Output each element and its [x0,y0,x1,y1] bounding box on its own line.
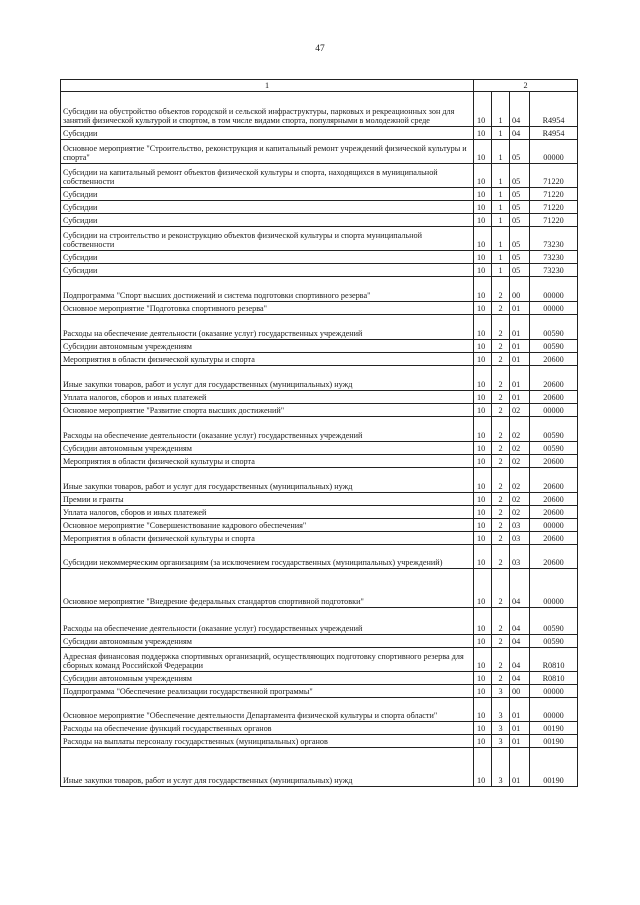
row-name-cell: Уплата налогов, сборов и иных платежей [61,506,474,519]
row-code-2-cell: 2 [492,391,510,404]
table-row [61,748,578,787]
row-code-4-cell: 73230 [530,264,578,277]
table-row [61,468,578,493]
row-code-2-cell: 2 [492,353,510,366]
row-code-2-cell: 2 [492,519,510,532]
row-name-cell: Субсидии [61,188,474,201]
row-code-3-cell: 03 [510,545,530,569]
row-name-cell: Иные закупки товаров, работ и услуг для государственных (муниципальных) нужд [61,366,474,391]
row-code-2-cell: 2 [492,468,510,493]
row-code-3-cell: 05 [510,164,530,188]
row-code-2-cell: 2 [492,648,510,672]
row-name-cell: Мероприятия в области физической культуры и спорта [61,532,474,545]
table-row [61,648,578,672]
row-code-3-cell: 02 [510,468,530,493]
row-name-cell: Расходы на обеспечение деятельности (оказание услуг) государственных учреждений [61,608,474,635]
table-row [61,685,578,698]
row-code-3-cell: 05 [510,251,530,264]
row-code-2-cell: 2 [492,455,510,468]
row-code-3-cell: 04 [510,648,530,672]
table-row [61,391,578,404]
table-row [61,188,578,201]
row-code-4-cell: 00590 [530,635,578,648]
row-code-1-cell: 10 [474,698,492,722]
table-row [61,532,578,545]
row-name-cell: Премии и гранты [61,493,474,506]
row-code-2-cell: 2 [492,315,510,340]
row-code-4-cell: 20600 [530,455,578,468]
table-row [61,545,578,569]
row-code-1-cell: 10 [474,214,492,227]
row-code-1-cell: 10 [474,164,492,188]
row-code-1-cell: 10 [474,685,492,698]
row-code-4-cell: 00590 [530,340,578,353]
row-name-cell: Основное мероприятие "Обеспечение деятельности Департамента физической культуры и спорта области" [61,698,474,722]
table-row [61,353,578,366]
row-code-3-cell: 02 [510,493,530,506]
row-code-2-cell: 2 [492,635,510,648]
row-name-cell: Подпрограмма "Спорт высших достижений и система подготовки спортивного резерва" [61,277,474,302]
row-code-2-cell: 2 [492,366,510,391]
row-code-3-cell: 04 [510,672,530,685]
row-code-3-cell: 03 [510,532,530,545]
row-code-2-cell: 2 [492,277,510,302]
row-code-2-cell: 1 [492,251,510,264]
row-code-3-cell: 04 [510,608,530,635]
row-code-1-cell: 10 [474,140,492,164]
page-number: 47 [315,44,325,54]
row-code-3-cell: 03 [510,519,530,532]
row-code-2-cell: 1 [492,127,510,140]
header-col-1: 1 [61,80,474,92]
table-row [61,672,578,685]
row-name-cell: Подпрограмма "Обеспечение реализации государственной программы" [61,685,474,698]
row-code-4-cell: R0810 [530,672,578,685]
table-row [61,608,578,635]
row-code-2-cell: 2 [492,532,510,545]
table-row [61,442,578,455]
row-code-3-cell: 00 [510,277,530,302]
row-code-3-cell: 04 [510,569,530,608]
row-code-2-cell: 2 [492,302,510,315]
row-code-3-cell: 02 [510,442,530,455]
row-name-cell: Основное мероприятие "Развитие спорта высших достижений" [61,404,474,417]
row-code-4-cell: 20600 [530,353,578,366]
row-code-1-cell: 10 [474,251,492,264]
table-header-row [61,80,578,92]
row-code-1-cell: 10 [474,127,492,140]
row-code-1-cell: 10 [474,648,492,672]
row-code-3-cell: 05 [510,140,530,164]
row-name-cell: Уплата налогов, сборов и иных платежей [61,391,474,404]
row-code-4-cell: 71220 [530,214,578,227]
row-code-3-cell: 05 [510,201,530,214]
row-code-2-cell: 1 [492,140,510,164]
row-code-1-cell: 10 [474,506,492,519]
row-name-cell: Субсидии [61,127,474,140]
row-name-cell: Адресная финансовая поддержка спортивных организаций, осуществляющих подготовку спортивного резерва для сборных команд Российской Федерации [61,648,474,672]
row-code-1-cell: 10 [474,635,492,648]
table-row [61,493,578,506]
row-code-4-cell: 73230 [530,227,578,251]
table-row [61,698,578,722]
row-code-4-cell: 20600 [530,532,578,545]
row-code-2-cell: 1 [492,201,510,214]
row-code-4-cell: 00000 [530,685,578,698]
row-code-2-cell: 2 [492,545,510,569]
row-code-3-cell: 00 [510,685,530,698]
row-code-1-cell: 10 [474,366,492,391]
row-code-2-cell: 2 [492,417,510,442]
row-code-3-cell: 01 [510,340,530,353]
row-code-1-cell: 10 [474,92,492,127]
table-row [61,140,578,164]
row-code-2-cell: 2 [492,608,510,635]
row-code-4-cell: 20600 [530,545,578,569]
table-row [61,569,578,608]
table-row [61,366,578,391]
table-row [61,506,578,519]
row-code-2-cell: 2 [492,493,510,506]
row-name-cell: Иные закупки товаров, работ и услуг для государственных (муниципальных) нужд [61,468,474,493]
row-code-2-cell: 3 [492,735,510,748]
table-row [61,264,578,277]
row-name-cell: Основное мероприятие "Строительство, реконструкция и капитальный ремонт учреждений физической культуры и спорта" [61,140,474,164]
row-code-4-cell: 20600 [530,506,578,519]
table-row [61,635,578,648]
row-code-4-cell: 20600 [530,391,578,404]
table-row [61,340,578,353]
row-code-1-cell: 10 [474,532,492,545]
row-code-4-cell: R4954 [530,92,578,127]
row-code-4-cell: 20600 [530,366,578,391]
table-row [61,214,578,227]
row-name-cell: Расходы на обеспечение деятельности (оказание услуг) государственных учреждений [61,315,474,340]
row-name-cell: Субсидии [61,214,474,227]
row-code-1-cell: 10 [474,442,492,455]
row-code-1-cell: 10 [474,493,492,506]
row-code-3-cell: 05 [510,214,530,227]
row-code-1-cell: 10 [474,188,492,201]
row-code-4-cell: R4954 [530,127,578,140]
row-code-3-cell: 01 [510,391,530,404]
row-code-1-cell: 10 [474,748,492,787]
row-name-cell: Расходы на выплаты персоналу государственных (муниципальных) органов [61,735,474,748]
row-code-1-cell: 10 [474,519,492,532]
row-name-cell: Мероприятия в области физической культуры и спорта [61,455,474,468]
table-row [61,722,578,735]
row-code-3-cell: 02 [510,417,530,442]
table-row [61,404,578,417]
row-name-cell: Субсидии [61,201,474,214]
row-name-cell: Основное мероприятие "Подготовка спортивного резерва" [61,302,474,315]
row-code-4-cell: 71220 [530,164,578,188]
row-name-cell: Субсидии на строительство и реконструкцию объектов физической культуры и спорта муниципальной собственности [61,227,474,251]
row-code-4-cell: 00590 [530,315,578,340]
row-name-cell: Субсидии [61,264,474,277]
row-code-4-cell: 00190 [530,748,578,787]
table-row [61,164,578,188]
table-row [61,519,578,532]
row-name-cell: Расходы на обеспечение деятельности (оказание услуг) государственных учреждений [61,417,474,442]
row-code-1-cell: 10 [474,227,492,251]
row-code-2-cell: 2 [492,340,510,353]
row-code-3-cell: 01 [510,353,530,366]
row-code-1-cell: 10 [474,608,492,635]
row-code-4-cell: 00000 [530,569,578,608]
table-row [61,302,578,315]
table-row [61,201,578,214]
table-row [61,315,578,340]
row-code-2-cell: 3 [492,748,510,787]
row-code-2-cell: 1 [492,214,510,227]
row-code-3-cell: 01 [510,748,530,787]
table-row [61,455,578,468]
row-code-4-cell: 20600 [530,468,578,493]
row-code-4-cell: 00000 [530,519,578,532]
row-code-2-cell: 1 [492,264,510,277]
row-code-1-cell: 10 [474,404,492,417]
row-code-3-cell: 01 [510,302,530,315]
row-code-1-cell: 10 [474,569,492,608]
row-name-cell: Субсидии некоммерческим организациям (за исключением государственных (муниципальных) учреждений) [61,545,474,569]
row-name-cell: Субсидии автономным учреждениям [61,635,474,648]
row-code-1-cell: 10 [474,340,492,353]
row-code-3-cell: 01 [510,722,530,735]
row-code-1-cell: 10 [474,468,492,493]
row-code-2-cell: 1 [492,227,510,251]
row-code-2-cell: 1 [492,164,510,188]
row-code-1-cell: 10 [474,545,492,569]
row-code-3-cell: 01 [510,366,530,391]
table-row [61,127,578,140]
row-code-4-cell: 73230 [530,251,578,264]
row-code-1-cell: 10 [474,277,492,302]
row-name-cell: Субсидии автономным учреждениям [61,340,474,353]
row-code-2-cell: 2 [492,569,510,608]
row-code-2-cell: 3 [492,698,510,722]
row-code-2-cell: 3 [492,722,510,735]
row-code-4-cell: 71220 [530,188,578,201]
row-code-3-cell: 04 [510,127,530,140]
row-code-2-cell: 3 [492,685,510,698]
row-code-4-cell: 00190 [530,735,578,748]
row-name-cell: Субсидии автономным учреждениям [61,672,474,685]
table-row [61,417,578,442]
row-code-3-cell: 05 [510,227,530,251]
row-code-2-cell: 1 [492,188,510,201]
row-code-4-cell: 00000 [530,404,578,417]
row-code-2-cell: 2 [492,404,510,417]
row-code-1-cell: 10 [474,735,492,748]
row-name-cell: Основное мероприятие "Внедрение федеральных стандартов спортивной подготовки" [61,569,474,608]
row-code-1-cell: 10 [474,302,492,315]
row-code-4-cell: 00000 [530,140,578,164]
row-name-cell: Мероприятия в области физической культуры и спорта [61,353,474,366]
table-row [61,735,578,748]
row-code-4-cell: 00590 [530,417,578,442]
row-code-1-cell: 10 [474,264,492,277]
row-code-3-cell: 02 [510,506,530,519]
row-code-1-cell: 10 [474,672,492,685]
row-code-4-cell: 00000 [530,302,578,315]
row-code-4-cell: 00590 [530,608,578,635]
row-code-1-cell: 10 [474,315,492,340]
row-code-3-cell: 04 [510,92,530,127]
row-code-2-cell: 2 [492,442,510,455]
row-code-3-cell: 01 [510,698,530,722]
row-name-cell: Субсидии на обустройство объектов городской и сельской инфраструктуры, парковых и рекреационных зон для занятий физической культурой и спортом, в том числе видами спорта, популярными в молодежной среде [61,92,474,127]
table-row [61,277,578,302]
row-name-cell: Основное мероприятие "Совершенствование кадрового обеспечения" [61,519,474,532]
table-row [61,227,578,251]
row-code-3-cell: 02 [510,455,530,468]
row-name-cell: Субсидии на капитальный ремонт объектов физической культуры и спорта, находящихся в муниципальной собственности [61,164,474,188]
row-code-4-cell: 00190 [530,722,578,735]
row-code-2-cell: 2 [492,506,510,519]
row-code-1-cell: 10 [474,455,492,468]
row-code-2-cell: 2 [492,672,510,685]
header-col-2: 2 [474,80,578,92]
row-code-1-cell: 10 [474,417,492,442]
row-code-4-cell: 00000 [530,277,578,302]
row-code-3-cell: 01 [510,315,530,340]
table-row [61,251,578,264]
row-code-4-cell: R0810 [530,648,578,672]
row-code-3-cell: 04 [510,635,530,648]
row-code-2-cell: 1 [492,92,510,127]
row-code-3-cell: 05 [510,264,530,277]
row-code-4-cell: 71220 [530,201,578,214]
row-code-1-cell: 10 [474,353,492,366]
row-code-1-cell: 10 [474,201,492,214]
row-code-1-cell: 10 [474,722,492,735]
row-code-4-cell: 00590 [530,442,578,455]
row-code-3-cell: 02 [510,404,530,417]
table-row [61,92,578,127]
row-name-cell: Субсидии [61,251,474,264]
row-code-3-cell: 01 [510,735,530,748]
row-name-cell: Расходы на обеспечение функций государственных органов [61,722,474,735]
row-code-3-cell: 05 [510,188,530,201]
row-name-cell: Иные закупки товаров, работ и услуг для государственных (муниципальных) нужд [61,748,474,787]
row-code-4-cell: 00000 [530,698,578,722]
budget-classification-table [60,79,578,787]
row-code-4-cell: 20600 [530,493,578,506]
row-code-1-cell: 10 [474,391,492,404]
row-name-cell: Субсидии автономным учреждениям [61,442,474,455]
